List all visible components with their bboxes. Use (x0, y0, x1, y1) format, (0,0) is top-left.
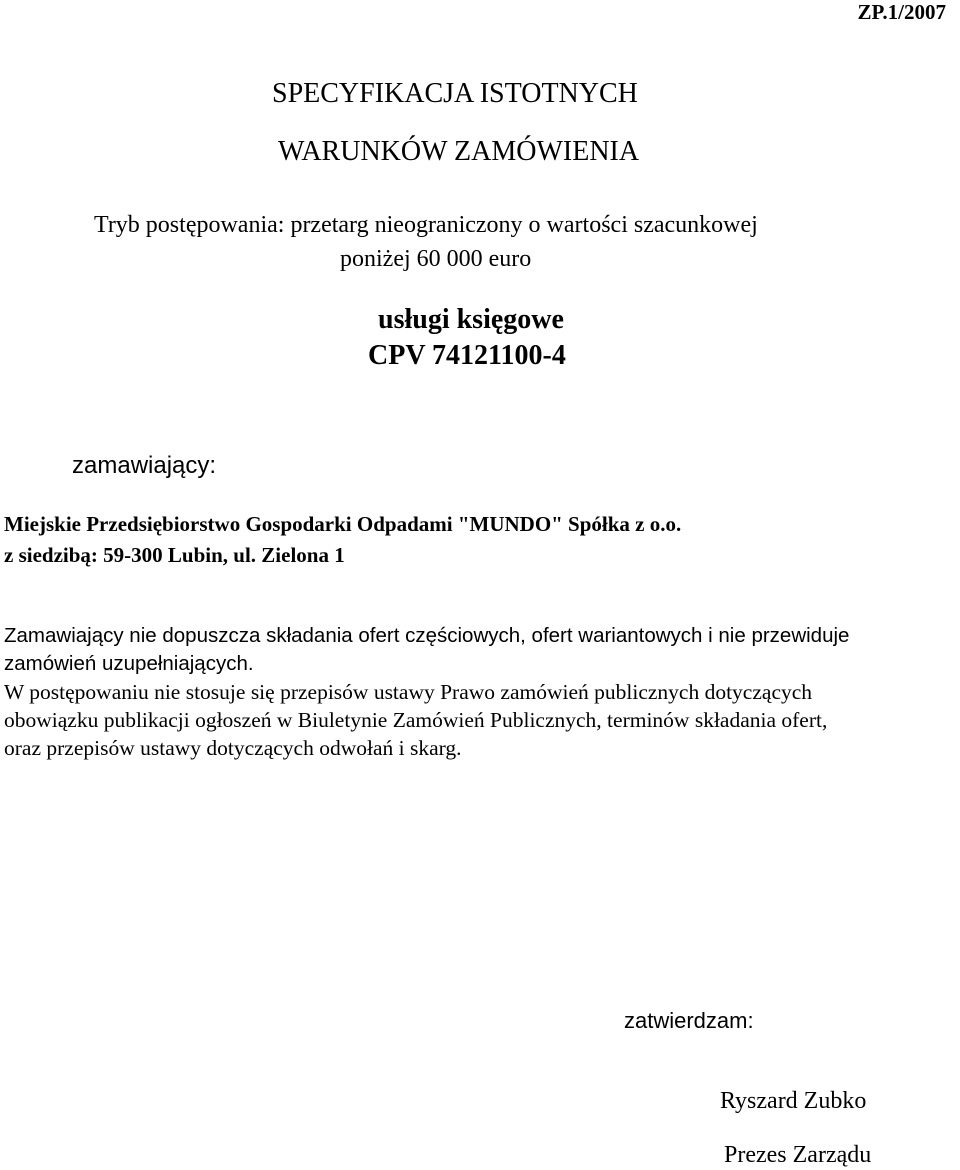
document-reference: ZP.1/2007 (857, 0, 946, 24)
paragraph-2-line-2: obowiązku publikacji ogłoszeń w Biuletynie Zamówień Publicznych, terminów składania ofert, (4, 708, 828, 732)
cpv-code: CPV 74121100-4 (368, 340, 566, 371)
signer-role: Prezes Zarządu (724, 1142, 872, 1168)
orderer-address: z siedzibą: 59-300 Lubin, ul. Zielona 1 (4, 543, 345, 567)
procedure-mode-line-1: Tryb postępowania: przetarg nieograniczony o wartości szacunkowej (94, 212, 758, 238)
approval-label: zatwierdzam: (624, 1008, 754, 1033)
paragraph-2-line-1: W postępowaniu nie stosuje się przepisów ustawy Prawo zamówień publicznych dotyczących (4, 680, 813, 704)
paragraph-2-line-3: oraz przepisów ustawy dotyczących odwołań i skarg. (4, 736, 462, 760)
service-name: usługi księgowe (378, 304, 564, 335)
paragraph-1-line-1: Zamawiający nie dopuszcza składania ofert częściowych, ofert wariantowych i nie przewiduje (4, 624, 850, 647)
title-line-2: WARUNKÓW ZAMÓWIENIA (278, 136, 640, 167)
orderer-label: zamawiający: (72, 452, 217, 479)
procedure-mode-line-2: poniżej 60 000 euro (340, 246, 532, 272)
title-line-1: SPECYFIKACJA ISTOTNYCH (272, 78, 638, 109)
paragraph-1-line-2: zamówień uzupełniających. (4, 652, 254, 675)
signer-name: Ryszard Zubko (720, 1088, 867, 1114)
orderer-name: Miejskie Przedsiębiorstwo Gospodarki Odpadami "MUNDO" Spółka z o.o. (4, 512, 682, 536)
